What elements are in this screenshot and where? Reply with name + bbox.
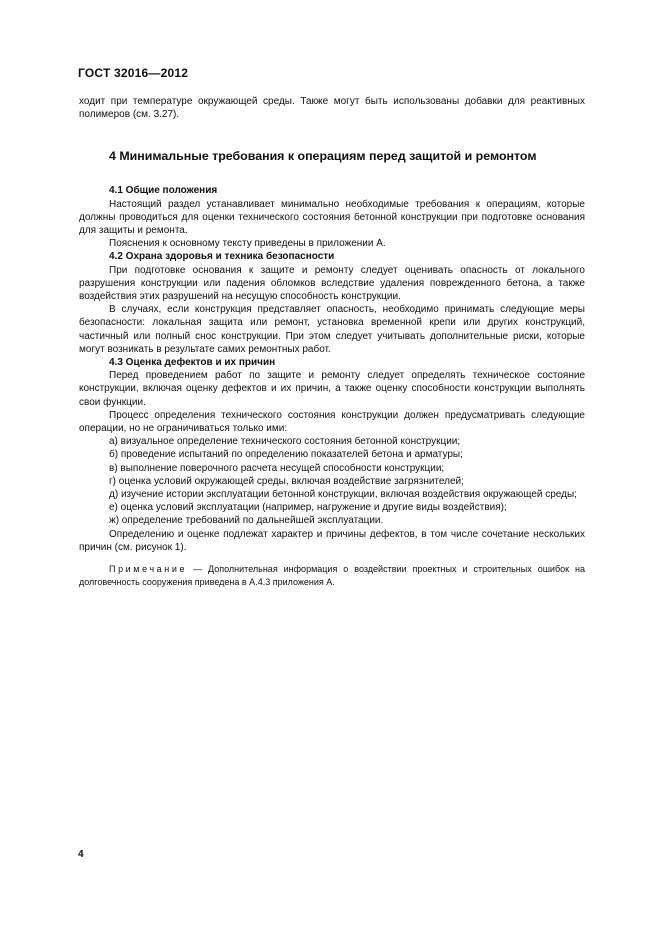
section-4-3-paragraph-2: Процесс определения технического состояния конструкции должен предусматривать следующие операции, но не ограничиваться только ими: (79, 409, 585, 435)
section-4-1-paragraph-1: Настоящий раздел устанавливает минимально необходимые требования к операциям, которые должны проводиться для оценки технического состояния бетонной конструкции при подготовке основания для защиты и ремонта. (79, 198, 585, 237)
list-item: ж) определение требований по дальнейшей эксплуатации. (109, 515, 384, 527)
list-item: е) оценка условий эксплуатации (например, нагружение и другие виды воздействия); (109, 502, 507, 514)
section-4-3-title: 4.3 Оценка дефектов и их причин (109, 357, 276, 369)
list-item: а) визуальное определение технического состояния бетонной конструкции; (109, 436, 461, 448)
section-4-3-paragraph-1: Перед проведением работ по защите и ремонту следует определять техническое состояние конструкции, включая оценку дефектов и их причин, а также оценку способности конструкции выполнять свои функции. (79, 370, 585, 408)
section-4-3-paragraph-3: Определению и оценке подлежат характер и причины дефектов, в том числе сочетание нескольких причин (см. рисунок 1). (79, 528, 585, 553)
note (79, 563, 585, 589)
intro-paragraph: ходит при температуре окружающей среды. Также могут быть использованы добавки для реактивных полимеров (см. 3.27). (79, 96, 585, 121)
section-4-2-paragraph-2: В случаях, если конструкция представляет опасность, необходимо принимать следующие меры безопасности: локальная защита или ремонт, установка временной крепи или других конструкций, частичный или полный снос конструкции. При этом следует учитывать дополнительные риски, которые могут возникать в результате самих ремонтных работ. (79, 304, 585, 355)
section-4-1-title: 4.1 Общие положения (109, 185, 218, 197)
section-4-title: 4 Минимальные требования к операциям перед защитой и ремонтом (109, 149, 537, 164)
list-item: д) изучение истории эксплуатации бетонной конструкции, включая воздействия окружающей среды; (109, 489, 577, 501)
standard-header: ГОСТ 32016—2012 (78, 66, 189, 80)
list-item: в) выполнение поверочного расчета несущей способности конструкции; (109, 462, 445, 474)
list-item: б) проведение испытаний по определению показателей бетона и арматуры; (109, 449, 463, 461)
section-4-1-paragraph-2: Пояснения к основному тексту приведены в приложении А. (109, 238, 386, 250)
page-body (79, 95, 585, 589)
note-label: Примечание (109, 564, 188, 575)
section-4-2-paragraph-1: При подготовке основания к защите и ремонту следует оценивать опасность от локального разрушения конструкции или падения обломков вследствие удаления поврежденного бетона, а также воздействия этих разрушений на несущую способность конструкции. (79, 264, 585, 303)
page-number: 4 (78, 849, 84, 860)
note-text: — Дополнительная информация о воздействии проектных и строительных ошибок на долговечность сооружения приведена в А.4.3 приложения А. (79, 564, 585, 588)
list-item: г) оценка условий окружающей среды, включая воздействие загрязнителей; (109, 475, 464, 487)
section-4-2-title: 4.2 Охрана здоровья и техника безопасности (109, 251, 335, 263)
